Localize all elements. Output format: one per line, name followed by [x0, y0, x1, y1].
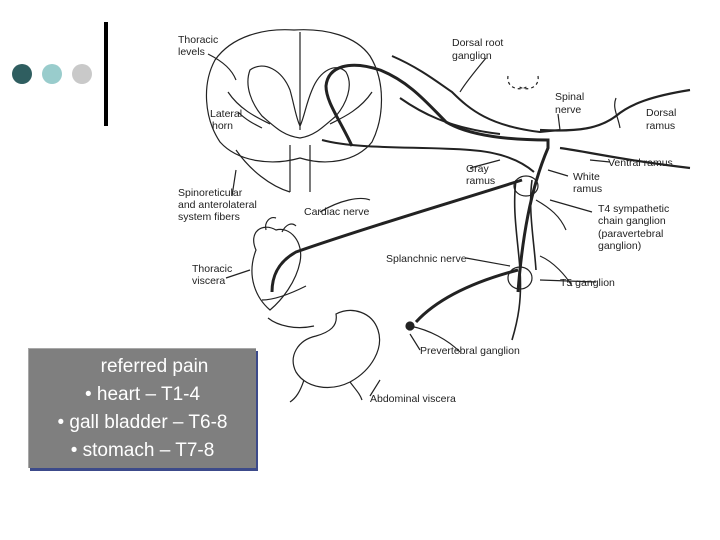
label-dorsal-ramus-2: ramus	[646, 120, 676, 132]
label-spinoreticular-3: system fibers	[178, 211, 240, 223]
label-abdominal-viscera: Abdominal viscera	[370, 393, 456, 405]
label-white-ramus-2: ramus	[573, 183, 603, 195]
label-dorsal-ramus: Dorsal	[646, 107, 677, 119]
label-dorsal-root-ganglion-2: ganglion	[452, 50, 492, 62]
splanchnic-fiber	[416, 270, 518, 322]
label-lateral-horn-2: horn	[212, 120, 234, 132]
note-title: referred pain	[100, 355, 209, 377]
label-dorsal-root-ganglion: Dorsal root	[452, 37, 504, 49]
label-t4-chain-ganglion: T4 sympathetic	[598, 203, 670, 215]
label-gray-ramus: Gray	[466, 163, 489, 175]
label-spinoreticular-2: and anterolateral	[178, 199, 257, 211]
label-t4-chain-ganglion-2: chain ganglion	[598, 215, 666, 227]
label-thoracic-viscera-2: viscera	[192, 275, 226, 287]
note-stomach: • stomach – T7-8	[70, 439, 215, 461]
gray-matter-outline	[248, 66, 349, 138]
note-heart: • heart – T1-4	[84, 383, 201, 405]
stomach-outline	[293, 311, 379, 388]
label-thoracic-levels-2: levels	[178, 46, 205, 58]
label-lateral-horn: Lateral	[210, 108, 243, 120]
label-spinal-nerve: Spinal	[555, 91, 585, 103]
label-t4-chain-ganglion-3: (paravertebral	[598, 228, 664, 240]
sympathetic-chain	[512, 180, 536, 340]
label-t5-ganglion: T5 ganglion	[560, 277, 615, 289]
label-ventral-ramus: Ventral ramus	[608, 157, 673, 169]
label-white-ramus: White	[573, 171, 600, 183]
spinal-cord-outline	[206, 30, 381, 162]
label-thoracic-viscera: Thoracic	[192, 263, 233, 275]
label-thoracic-levels: Thoracic	[178, 34, 219, 46]
referred-pain-box	[28, 348, 256, 468]
label-gray-ramus-2: ramus	[466, 175, 496, 187]
label-t4-chain-ganglion-4: ganglion)	[598, 240, 642, 252]
note-gall-bladder: • gall bladder – T6-8	[57, 411, 228, 433]
label-cardiac-nerve: Cardiac nerve	[304, 206, 370, 218]
label-splanchnic-nerve: Splanchnic nerve	[386, 253, 467, 265]
label-spinal-nerve-2: nerve	[555, 104, 582, 116]
cardiac-fiber	[272, 180, 522, 292]
label-prevertebral-ganglion: Prevertebral ganglion	[420, 345, 520, 357]
label-spinoreticular: Spinoreticular	[178, 187, 243, 199]
